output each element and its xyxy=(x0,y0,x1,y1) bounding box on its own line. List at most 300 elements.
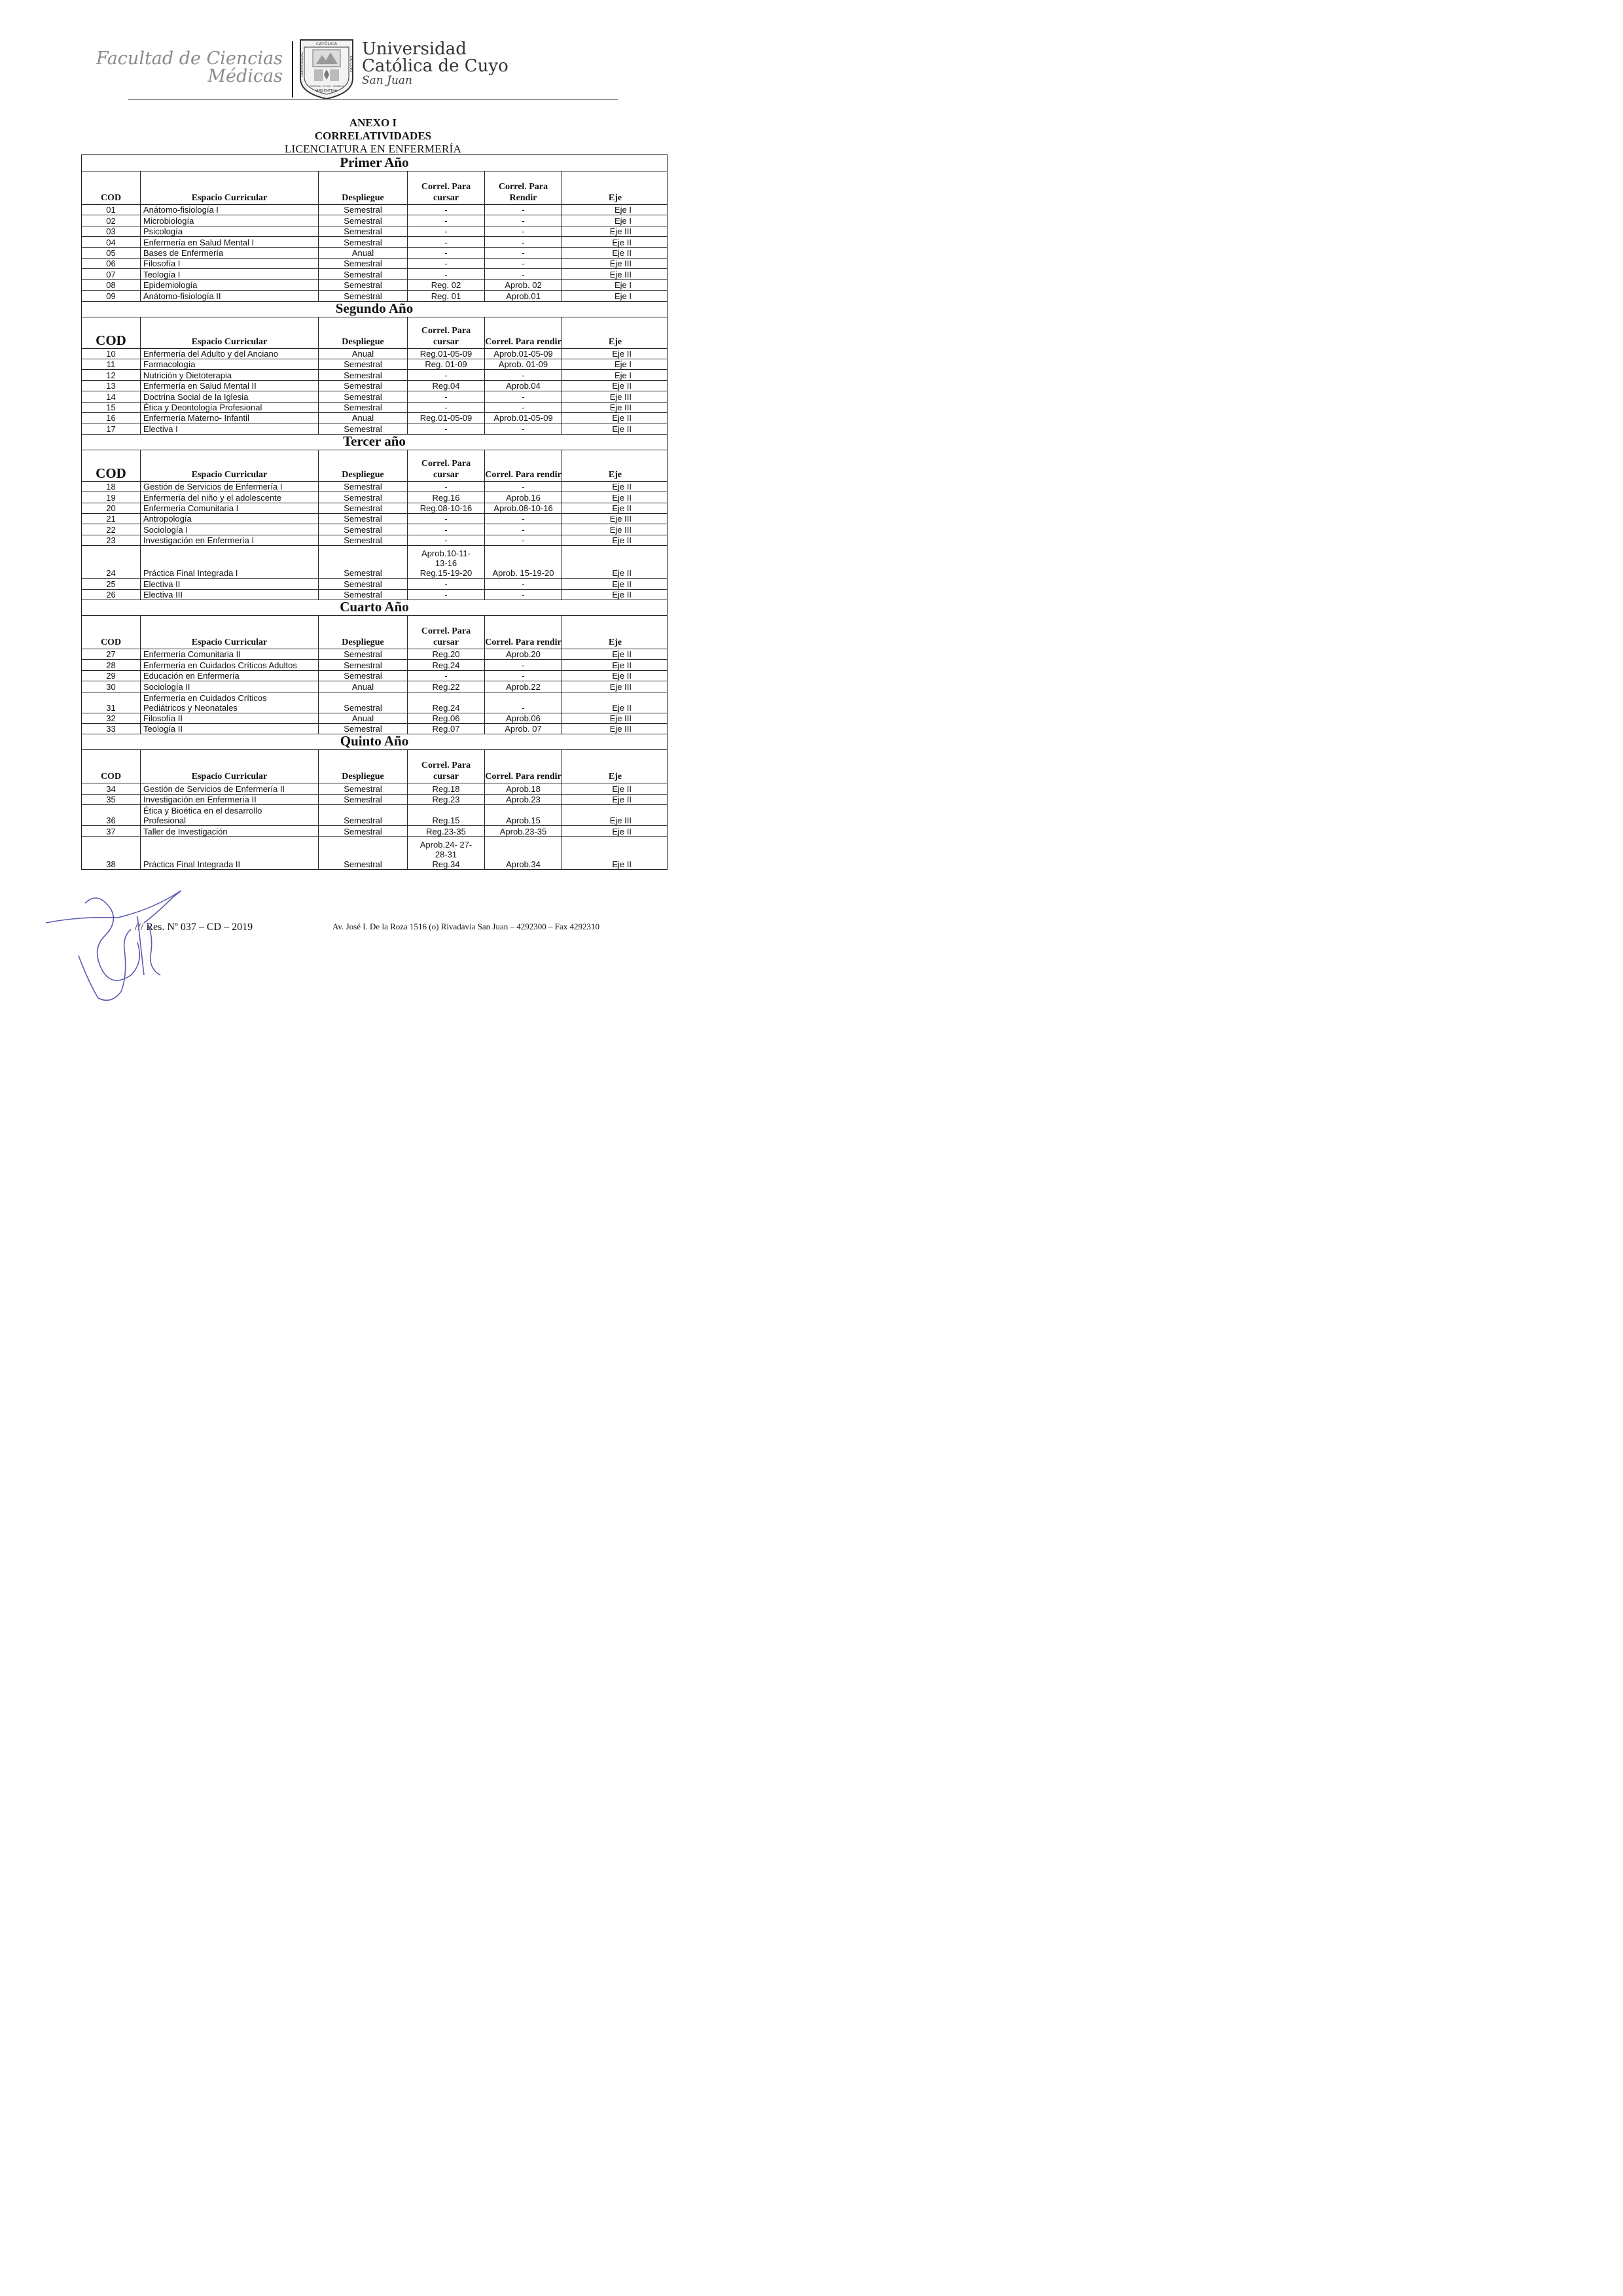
cell-text: Electiva III xyxy=(143,589,183,600)
cell-eje xyxy=(562,204,668,215)
cell-espacio xyxy=(141,412,319,423)
cell-espacio xyxy=(141,290,319,300)
cell-rendir xyxy=(485,513,562,524)
cell-text: Reg.16 xyxy=(432,492,460,503)
cell-eje xyxy=(562,524,668,534)
cell-cod xyxy=(82,804,141,825)
cell-text: Eje I xyxy=(614,205,632,215)
cell-espacio xyxy=(141,825,319,836)
cell-cursar xyxy=(408,535,485,545)
cell-text: Práctica Final Integrada I xyxy=(143,568,238,579)
cell-cod xyxy=(82,513,141,524)
cell-cursar xyxy=(408,589,485,600)
cell-despliegue xyxy=(319,247,408,258)
cell-eje xyxy=(562,670,668,681)
cell-rendir xyxy=(485,713,562,723)
cell-espacio xyxy=(141,545,319,578)
cell-text: Electiva II xyxy=(143,579,181,589)
cell-rendir xyxy=(485,204,562,215)
cell-eje xyxy=(562,659,668,670)
cell-cod xyxy=(82,825,141,836)
cell-cod xyxy=(82,215,141,225)
cell-text: Aprob.23-35 xyxy=(499,826,547,836)
cell-text: Eje II xyxy=(612,649,632,660)
table-row xyxy=(82,783,667,794)
cell-text: Reg.23-35 xyxy=(426,826,466,836)
header-eje: Eje xyxy=(608,772,622,782)
cell-rendir xyxy=(485,659,562,670)
cell-text: Reg. 01-09 xyxy=(425,359,467,370)
cell-text: Semestral xyxy=(344,381,382,391)
cell-rendir xyxy=(485,391,562,401)
cell-cursar xyxy=(408,204,485,215)
cell-espacio xyxy=(141,359,319,369)
cell-eje xyxy=(562,681,668,691)
header-eje: Eje xyxy=(608,193,622,203)
cell-text: - xyxy=(444,215,448,226)
cell-eje xyxy=(562,578,668,588)
cell-text: Eje II xyxy=(612,568,632,579)
table-row xyxy=(82,535,667,546)
cell-despliegue xyxy=(319,402,408,412)
cell-eje xyxy=(562,391,668,401)
cell-text: - xyxy=(444,482,448,492)
cell-cod xyxy=(82,492,141,502)
cell-rendir xyxy=(485,783,562,793)
cell-espacio xyxy=(141,380,319,391)
cell-text: Semestral xyxy=(344,589,382,600)
cell-espacio xyxy=(141,215,319,225)
cell-text: Teología II xyxy=(143,724,183,734)
cell-text: Teología I xyxy=(143,269,181,279)
header-correl-cursar: Correl. Para cursar xyxy=(408,450,485,481)
cell-text: Anátomo-fisiología II xyxy=(143,291,221,301)
cell-text: Eje II xyxy=(612,247,632,258)
header-cod: COD xyxy=(82,317,141,348)
cell-espacio xyxy=(141,348,319,359)
cell-espacio xyxy=(141,279,319,290)
cell-text: Reg.18 xyxy=(432,783,460,794)
cell-text: 36 xyxy=(106,816,116,826)
header-eje: Eje xyxy=(608,336,622,347)
cell-despliegue xyxy=(319,836,408,869)
cell-text: Anual xyxy=(351,413,374,423)
table-row xyxy=(82,692,667,713)
cell-cursar xyxy=(408,359,485,369)
cell-text: - xyxy=(522,259,525,269)
header-espacio-curricular: Espacio Curricular xyxy=(141,749,319,783)
cell-text: Eje I xyxy=(614,359,632,370)
cell-eje xyxy=(562,692,668,713)
cell-cursar xyxy=(408,659,485,670)
cell-text: - xyxy=(522,269,525,279)
university-seal-icon xyxy=(298,38,355,101)
cell-espacio xyxy=(141,659,319,670)
table-row xyxy=(82,369,667,380)
cell-cod xyxy=(82,268,141,279)
header-correl-cursar: Correl. Para cursar xyxy=(408,749,485,783)
cell-text: Semestral xyxy=(344,259,382,269)
cell-cod xyxy=(82,391,141,401)
cell-text: Aprob.10-11- xyxy=(421,548,471,559)
cell-text: - xyxy=(522,524,525,535)
cell-text: Taller de Investigación xyxy=(143,826,228,836)
cell-cursar xyxy=(408,215,485,225)
cell-text: 03 xyxy=(106,226,116,237)
cell-eje xyxy=(562,402,668,412)
cell-despliegue xyxy=(319,670,408,681)
cell-cod xyxy=(82,481,141,492)
cell-text: 37 xyxy=(106,826,116,836)
cell-text: Eje III xyxy=(609,816,632,826)
cell-despliegue xyxy=(319,545,408,578)
cell-cursar xyxy=(408,380,485,391)
cell-rendir xyxy=(485,794,562,804)
cell-text: - xyxy=(444,205,448,215)
cell-text: 14 xyxy=(106,391,116,402)
cell-eje xyxy=(562,215,668,225)
table-row xyxy=(82,670,667,681)
cell-eje xyxy=(562,258,668,268)
cell-espacio xyxy=(141,578,319,588)
cell-cod xyxy=(82,369,141,380)
table-row xyxy=(82,215,667,226)
cell-text: - xyxy=(522,402,525,412)
table-row xyxy=(82,258,667,269)
cell-cod xyxy=(82,290,141,300)
cell-text: Semestral xyxy=(344,783,382,794)
cell-cod xyxy=(82,649,141,659)
cell-cod xyxy=(82,359,141,369)
year-heading: Segundo Año xyxy=(82,301,667,317)
cell-text: Eje II xyxy=(612,795,632,805)
cell-text: Semestral xyxy=(344,269,382,279)
cell-text: Semestral xyxy=(344,702,382,713)
cell-despliegue xyxy=(319,359,408,369)
cell-text: Aprob.18 xyxy=(506,783,541,794)
cell-text: Aprob.16 xyxy=(506,492,541,503)
cell-despliegue xyxy=(319,369,408,380)
cell-text: Aprob.34 xyxy=(506,859,541,869)
cell-text: - xyxy=(522,205,525,215)
cell-eje xyxy=(562,423,668,433)
cell-text: Eje I xyxy=(614,370,632,380)
cell-eje xyxy=(562,481,668,492)
cell-despliegue xyxy=(319,236,408,247)
cell-text: Gestión de Servicios de Enfermería II xyxy=(143,783,285,794)
cell-despliegue xyxy=(319,226,408,236)
cell-text: Nutrición y Dietoterapia xyxy=(143,370,232,380)
cell-cod xyxy=(82,279,141,290)
cell-eje xyxy=(562,348,668,359)
cell-cod xyxy=(82,503,141,513)
header-eje: Eje xyxy=(608,637,622,647)
header-espacio-curricular: Espacio Curricular xyxy=(141,615,319,649)
cell-despliegue xyxy=(319,258,408,268)
cell-text: 06 xyxy=(106,259,116,269)
correlatividades-table xyxy=(81,154,668,870)
cell-text: Eje II xyxy=(612,660,632,670)
cell-text: Aprob.15 xyxy=(506,816,541,826)
cell-eje xyxy=(562,279,668,290)
cell-text: 25 xyxy=(106,579,116,589)
cell-espacio xyxy=(141,670,319,681)
cell-text: Aprob.23 xyxy=(506,795,541,805)
cell-text: Filosofía I xyxy=(143,259,181,269)
table-row xyxy=(82,713,667,724)
year-heading: Tercer año xyxy=(82,434,667,450)
cell-eje xyxy=(562,226,668,236)
cell-text: 11 xyxy=(106,359,116,370)
cell-espacio xyxy=(141,268,319,279)
cell-despliegue xyxy=(319,535,408,545)
cell-espacio xyxy=(141,204,319,215)
cell-text: Eje II xyxy=(612,671,632,681)
cell-text: Eje II xyxy=(612,482,632,492)
cell-cursar xyxy=(408,492,485,502)
table-row xyxy=(82,279,667,291)
cell-text: Anual xyxy=(351,713,374,723)
cell-cod xyxy=(82,423,141,433)
table-header-row xyxy=(82,171,667,205)
cell-text: Enfermería en Cuidados Críticos Adultos xyxy=(143,660,297,670)
table-row xyxy=(82,503,667,514)
cell-despliegue xyxy=(319,204,408,215)
cell-espacio xyxy=(141,258,319,268)
cell-rendir xyxy=(485,380,562,391)
cell-cod xyxy=(82,412,141,423)
cell-text: Enfermería en Salud Mental II xyxy=(143,381,257,391)
cell-text: 07 xyxy=(106,269,116,279)
cell-cursar xyxy=(408,481,485,492)
cell-rendir xyxy=(485,670,562,681)
cell-despliegue xyxy=(319,713,408,723)
header-despliegue: Despliegue xyxy=(319,171,408,204)
cell-rendir xyxy=(485,402,562,412)
cell-rendir xyxy=(485,836,562,869)
cell-text: Eje I xyxy=(614,215,632,226)
cell-despliegue xyxy=(319,681,408,691)
cell-espacio xyxy=(141,794,319,804)
year-heading: Primer Año xyxy=(82,155,667,171)
cell-text: Semestral xyxy=(344,205,382,215)
table-header-row xyxy=(82,450,667,482)
cell-despliegue xyxy=(319,423,408,433)
cell-despliegue xyxy=(319,348,408,359)
table-row xyxy=(82,659,667,670)
cell-text: Eje II xyxy=(612,702,632,713)
table-row xyxy=(82,348,667,359)
cell-text: Eje II xyxy=(612,423,632,434)
cell-despliegue xyxy=(319,391,408,401)
letterhead-divider xyxy=(292,41,293,98)
cell-cursar xyxy=(408,545,485,578)
cell-text: Eje II xyxy=(612,237,632,247)
cell-text: Psicología xyxy=(143,226,183,237)
cell-text: Eje III xyxy=(609,514,632,524)
cell-despliegue xyxy=(319,481,408,492)
table-row xyxy=(82,226,667,237)
cell-cursar xyxy=(408,578,485,588)
cell-cursar xyxy=(408,236,485,247)
cell-text: 19 xyxy=(106,492,116,503)
cell-text: - xyxy=(444,237,448,247)
cell-text: 01 xyxy=(106,205,116,215)
cell-cursar xyxy=(408,794,485,804)
cell-text: - xyxy=(444,370,448,380)
header-cod: COD xyxy=(82,171,141,204)
table-row xyxy=(82,236,667,247)
cell-cod xyxy=(82,380,141,391)
cell-text: Investigación en Enfermería I xyxy=(143,535,255,546)
cell-text: 02 xyxy=(106,215,116,226)
cell-text: Sociología I xyxy=(143,524,188,535)
cell-eje xyxy=(562,503,668,513)
cell-text: Semestral xyxy=(344,492,382,503)
cell-text: Eje III xyxy=(609,391,632,402)
cell-espacio xyxy=(141,783,319,793)
cell-text: - xyxy=(522,423,525,434)
cell-cod xyxy=(82,524,141,534)
table-row xyxy=(82,492,667,503)
cell-cod xyxy=(82,713,141,723)
cell-rendir xyxy=(485,535,562,545)
cell-text: Reg.23 xyxy=(432,795,460,805)
cell-text: Enfermería en Cuidados Críticos xyxy=(143,692,267,703)
cell-text: - xyxy=(522,589,525,600)
cell-despliegue xyxy=(319,825,408,836)
cell-eje xyxy=(562,247,668,258)
cell-text: 17 xyxy=(106,423,116,434)
table-header-row xyxy=(82,749,667,783)
cell-text: 33 xyxy=(106,724,116,734)
cell-text: Eje III xyxy=(609,724,632,734)
cell-cod xyxy=(82,578,141,588)
cell-text: - xyxy=(444,423,448,434)
cell-text: Semestral xyxy=(344,370,382,380)
cell-text: Semestral xyxy=(344,359,382,370)
cell-cursar xyxy=(408,783,485,793)
cell-text: Eje III xyxy=(609,524,632,535)
cell-cursar xyxy=(408,348,485,359)
cell-text: - xyxy=(522,514,525,524)
cell-cursar xyxy=(408,524,485,534)
cell-text: - xyxy=(522,535,525,546)
cell-espacio xyxy=(141,481,319,492)
cell-text: Aprob. 02 xyxy=(505,280,542,291)
cell-text: 10 xyxy=(106,348,116,359)
cell-cod xyxy=(82,204,141,215)
cell-espacio xyxy=(141,423,319,433)
cell-cod xyxy=(82,681,141,691)
campus-name: San Juan xyxy=(362,74,412,87)
cell-eje xyxy=(562,589,668,600)
cell-cod xyxy=(82,247,141,258)
header-correl-cursar: Correl. Para cursar xyxy=(408,317,485,348)
cell-text: Semestral xyxy=(344,402,382,412)
cell-despliegue xyxy=(319,589,408,600)
cell-despliegue xyxy=(319,804,408,825)
cell-espacio xyxy=(141,236,319,247)
cell-eje xyxy=(562,492,668,502)
cell-text: Semestral xyxy=(344,649,382,660)
cell-rendir xyxy=(485,348,562,359)
cell-cursar xyxy=(408,402,485,412)
cell-text: 34 xyxy=(106,783,116,794)
cell-cursar xyxy=(408,503,485,513)
header-cod: COD xyxy=(82,450,141,481)
cell-text: Eje I xyxy=(614,291,632,301)
cell-eje xyxy=(562,290,668,300)
cell-cod xyxy=(82,402,141,412)
table-row xyxy=(82,545,667,579)
header-eje: Eje xyxy=(608,469,622,480)
cell-text: - xyxy=(444,535,448,546)
cell-cursar xyxy=(408,692,485,713)
cell-cursar xyxy=(408,713,485,723)
cell-rendir xyxy=(485,649,562,659)
table-row xyxy=(82,794,667,805)
cell-rendir xyxy=(485,423,562,433)
seal-top-text: CATÓLICA xyxy=(315,41,338,46)
cell-cursar xyxy=(408,513,485,524)
cell-text: Reg.34 xyxy=(432,859,460,869)
cell-text: Eje III xyxy=(609,269,632,279)
year-heading: Quinto Año xyxy=(82,734,667,750)
cell-cod xyxy=(82,236,141,247)
cell-cursar xyxy=(408,247,485,258)
cell-cod xyxy=(82,258,141,268)
cell-text: Semestral xyxy=(344,237,382,247)
cell-cursar xyxy=(408,258,485,268)
cell-despliegue xyxy=(319,513,408,524)
cell-text: 13 xyxy=(106,381,116,391)
cell-text: - xyxy=(522,226,525,237)
header-espacio-curricular: Espacio Curricular xyxy=(141,317,319,348)
cell-text: Eje III xyxy=(609,226,632,237)
table-row xyxy=(82,681,667,692)
cell-espacio xyxy=(141,535,319,545)
cell-rendir xyxy=(485,578,562,588)
cell-rendir xyxy=(485,290,562,300)
cell-text: Reg.24 xyxy=(432,660,460,670)
university-name: Universidad Católica de Cuyo San Juan xyxy=(362,39,508,87)
cell-cod xyxy=(82,535,141,545)
cell-text: 26 xyxy=(106,589,116,600)
cell-text: Semestral xyxy=(344,514,382,524)
cell-text: Eje II xyxy=(612,503,632,513)
header-correl-rendir: Correl. Para rendir xyxy=(485,615,562,649)
seal-left-text: UNIVERSIDAD xyxy=(300,51,304,77)
cell-rendir xyxy=(485,268,562,279)
table-row xyxy=(82,804,667,826)
cell-cod xyxy=(82,545,141,578)
cell-rendir xyxy=(485,369,562,380)
cell-text: - xyxy=(444,579,448,589)
cell-text: - xyxy=(522,671,525,681)
cell-text: Eje II xyxy=(612,579,632,589)
cell-eje xyxy=(562,713,668,723)
cell-espacio xyxy=(141,836,319,869)
cell-text: 12 xyxy=(106,370,116,380)
cell-eje xyxy=(562,513,668,524)
cell-cursar xyxy=(408,681,485,691)
cell-text: Aprob.01-05-09 xyxy=(493,348,553,359)
cell-rendir xyxy=(485,524,562,534)
cell-eje xyxy=(562,804,668,825)
header-despliegue: Despliegue xyxy=(319,450,408,481)
cell-eje xyxy=(562,783,668,793)
